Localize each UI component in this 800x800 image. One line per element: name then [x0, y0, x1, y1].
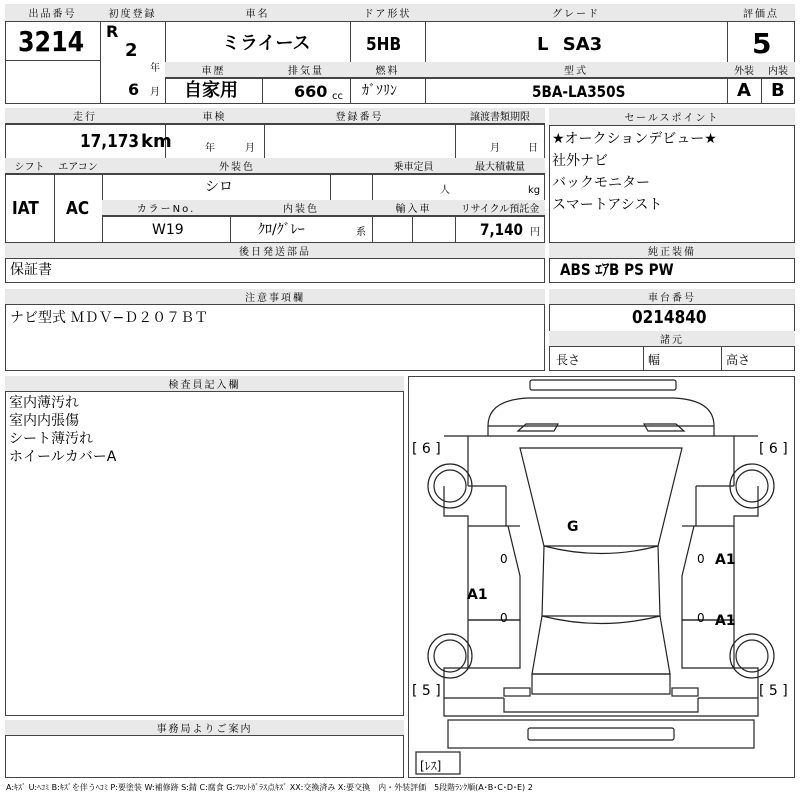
equipment-label: 純正装備: [648, 247, 696, 258]
reg-month: 6: [128, 80, 140, 99]
notes-label: 注意事項欄: [245, 293, 305, 304]
color-no-label: カラーNo.: [136, 204, 196, 215]
later-parts-label: 後日発送部品: [239, 247, 311, 258]
reg-month-unit: 月: [150, 87, 160, 98]
displacement-label: 排気量: [288, 66, 324, 77]
sales-point-item: スマートアシスト: [552, 197, 663, 213]
car-name: ミライース: [222, 33, 311, 54]
shift-label: シフト: [14, 162, 45, 173]
interior-grade: B: [771, 80, 785, 101]
displacement-unit: cc: [332, 91, 343, 102]
tire-front-left: [ 6 ]: [412, 441, 441, 457]
mileage-unit: km: [141, 131, 172, 152]
grade-label: グレード: [552, 9, 600, 20]
aircon: AC: [66, 198, 90, 219]
recycle-label: リサイクル預託金: [460, 204, 540, 215]
history-label: 車歴: [201, 66, 226, 77]
transfer-day-unit: 日: [528, 143, 538, 154]
tire-front-right: [ 6 ]: [759, 441, 788, 457]
door-type: 5HB: [366, 34, 402, 55]
mark-glass: G: [567, 519, 579, 535]
lot-label: 出品番号: [28, 9, 77, 20]
car-name-label: 車名: [245, 9, 270, 20]
mark-right-front: A1: [715, 552, 736, 568]
era: R: [106, 22, 119, 41]
door-label: ドア形状: [363, 9, 412, 20]
length-label: 長さ: [556, 353, 581, 367]
sales-point-item: ★オークションデビュー★: [552, 131, 717, 147]
import-label: 輸入車: [395, 204, 432, 215]
recycle-unit: 円: [530, 227, 540, 238]
load-label: 最大積載量: [475, 162, 525, 173]
spare-tire: [ﾚｽ]: [420, 759, 442, 773]
exterior-grade: A: [737, 80, 751, 101]
inspector-line: 室内内張傷: [9, 413, 79, 429]
dims-label: 諸元: [660, 335, 684, 346]
color-label: 外装色: [219, 162, 255, 173]
office-label: 事務局よりご案内: [156, 724, 253, 735]
interior-label: 内装: [768, 66, 788, 77]
transfer-label: 譲渡書類期限: [470, 112, 530, 123]
inspection-month-unit: 月: [245, 143, 255, 154]
first-reg-label: 初度登録: [108, 9, 157, 20]
lot-number: 3214: [18, 25, 85, 58]
registration-label: 登録番号: [335, 112, 384, 123]
inspector-line: ホイールカバーA: [9, 449, 117, 465]
grade: L SA3: [537, 34, 603, 55]
height-label: 高さ: [726, 353, 751, 367]
legend: A:ｷｽﾞ U:ﾍｺﾐ B:ｷｽﾞを伴うﾍｺﾐ P:要塗装 W:補修跡 S:錆 C:腐食 G:ﾌﾛﾝﾄｶﾞﾗｽ点ｷｽﾞ XX:交換済み X:要交換 内・外装評価 5段階ﾗﾝｸ順(A･B･C･D･E) 2: [6, 783, 533, 792]
tire-rear-left: [ 5 ]: [412, 683, 441, 699]
inspection-label: 車検: [202, 112, 227, 123]
chassis-number: 0214840: [632, 307, 707, 328]
interior-color: ｸﾛ/ｸﾞﾚｰ: [258, 222, 305, 238]
mark-zero-left-rear: 0: [500, 611, 508, 625]
notes-value: ナビ型式 ＭＤＶ−Ｄ２０７ＢＴ: [10, 310, 209, 326]
equipment-value: ABS ｴｱB PS PW: [560, 260, 674, 279]
reg-year: 2: [125, 40, 138, 61]
interior-color-suffix: 系: [356, 227, 366, 238]
score-label: 評価点: [743, 9, 779, 20]
tire-rear-right: [ 5 ]: [759, 683, 788, 699]
reg-year-unit: 年: [150, 63, 160, 74]
later-parts-value: 保証書: [10, 262, 52, 278]
exterior-label: 外装: [734, 66, 754, 77]
mark-left: A1: [467, 587, 488, 603]
model: 5BA-LA350S: [532, 82, 626, 101]
aircon-label: エアコン: [58, 162, 98, 173]
inspector-label: 検査員記入欄: [168, 380, 241, 391]
color-number: W19: [152, 222, 184, 238]
mark-zero-right-top: 0: [697, 552, 705, 566]
mark-right-rear: A1: [715, 613, 736, 629]
inspector-line: シート薄汚れ: [9, 431, 93, 447]
fuel-label: 燃料: [375, 66, 400, 77]
sales-point-item: バックモニター: [552, 175, 650, 191]
interior-color-label: 内装色: [283, 204, 319, 215]
transfer-month-unit: 月: [490, 143, 500, 154]
fuel: ｶﾞｿﾘﾝ: [362, 83, 397, 99]
inspection-year-unit: 年: [205, 143, 215, 154]
exterior-color: シロ: [205, 179, 233, 195]
mark-zero-right-bottom: 0: [697, 611, 705, 625]
capacity-unit: 人: [440, 185, 450, 196]
displacement: 660: [294, 82, 328, 101]
recycle-fee: 7,140: [480, 220, 524, 239]
history: 自家用: [184, 80, 238, 101]
mileage-label: 走行: [73, 112, 97, 123]
shift: IAT: [12, 198, 39, 219]
mileage: 17,173: [80, 131, 140, 152]
width-label: 幅: [648, 353, 661, 367]
sales-points-label: セールスポイント: [624, 113, 720, 124]
sales-point-item: 社外ナビ: [552, 153, 608, 169]
inspector-line: 室内薄汚れ: [9, 395, 79, 411]
chassis-label: 車台番号: [648, 293, 696, 304]
model-label: 型式: [564, 66, 588, 77]
score: 5: [752, 27, 772, 60]
load-unit: kg: [528, 185, 541, 196]
mark-zero-left: 0: [500, 552, 508, 566]
capacity-label: 乗車定員: [393, 162, 434, 173]
car-diagram-drawing: [408, 376, 795, 778]
